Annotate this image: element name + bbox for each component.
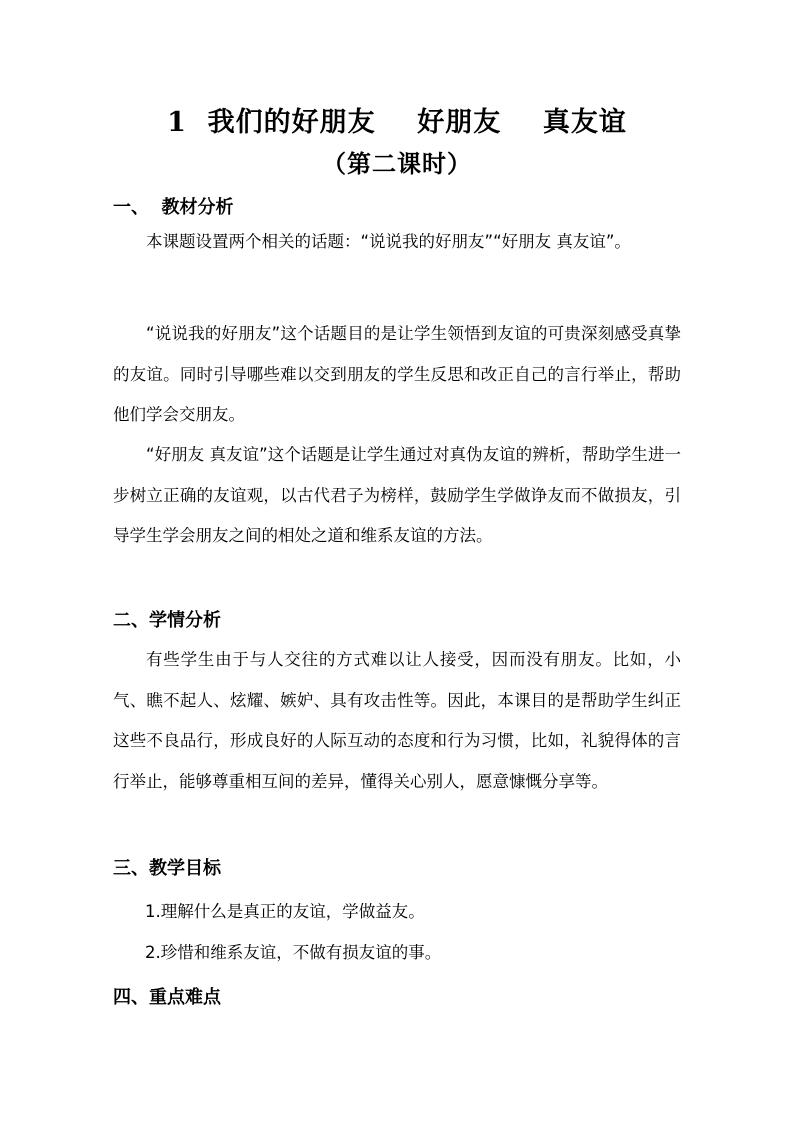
goal-item-2: 2.珍惜和维系友谊，不做有损友谊的事。 xyxy=(145,943,442,962)
document-title: 1 我们的好朋友 好朋友 真友谊 xyxy=(167,107,627,138)
paragraph-topic-one: “说说我的好朋友”这个话题目的是让学生领悟到友谊的可贵深刻感受真挚的友谊。同时引导哪些难以交到朋友的学生反思和改正自己的言行举止，帮助他们学会交朋友。 xyxy=(113,324,681,424)
goal-item-1: 1.理解什么是真正的友谊，学做益友。 xyxy=(145,902,425,921)
section-heading-student-analysis: 二、学情分析 xyxy=(113,610,221,631)
paragraph-topics-intro: 本课题设置两个相关的话题：“说说我的好朋友”“好朋友 真友谊”。 xyxy=(146,232,631,251)
paragraph-topic-two: “好朋友 真友谊”这个话题是让学生通过对真伪友谊的辨析，帮助学生进一步树立正确的友谊观，以古代君子为榜样，鼓励学生学做诤友而不做损友，引导学生学会朋友之间的相处之道和维系友谊的方法。 xyxy=(113,445,681,545)
document-subtitle: （第二课时） xyxy=(322,149,472,178)
section-heading-key-points: 四、重点难点 xyxy=(113,987,221,1008)
section-heading-textbook-analysis: 一、 教材分析 xyxy=(113,197,234,218)
paragraph-student-analysis: 有些学生由于与人交往的方式难以让人接受，因而没有朋友。比如，小气、瞧不起人、炫耀、嫉妒、具有攻击性等。因此，本课目的是帮助学生纠正这些不良品行，形成良好的人际互动的态度和行为习惯，比如，礼貌得体的言行举止，能够尊重相互间的差异，懂得关心别人，愿意慷慨分享等。 xyxy=(113,650,681,791)
section-heading-teaching-goals: 三、教学目标 xyxy=(113,858,221,879)
